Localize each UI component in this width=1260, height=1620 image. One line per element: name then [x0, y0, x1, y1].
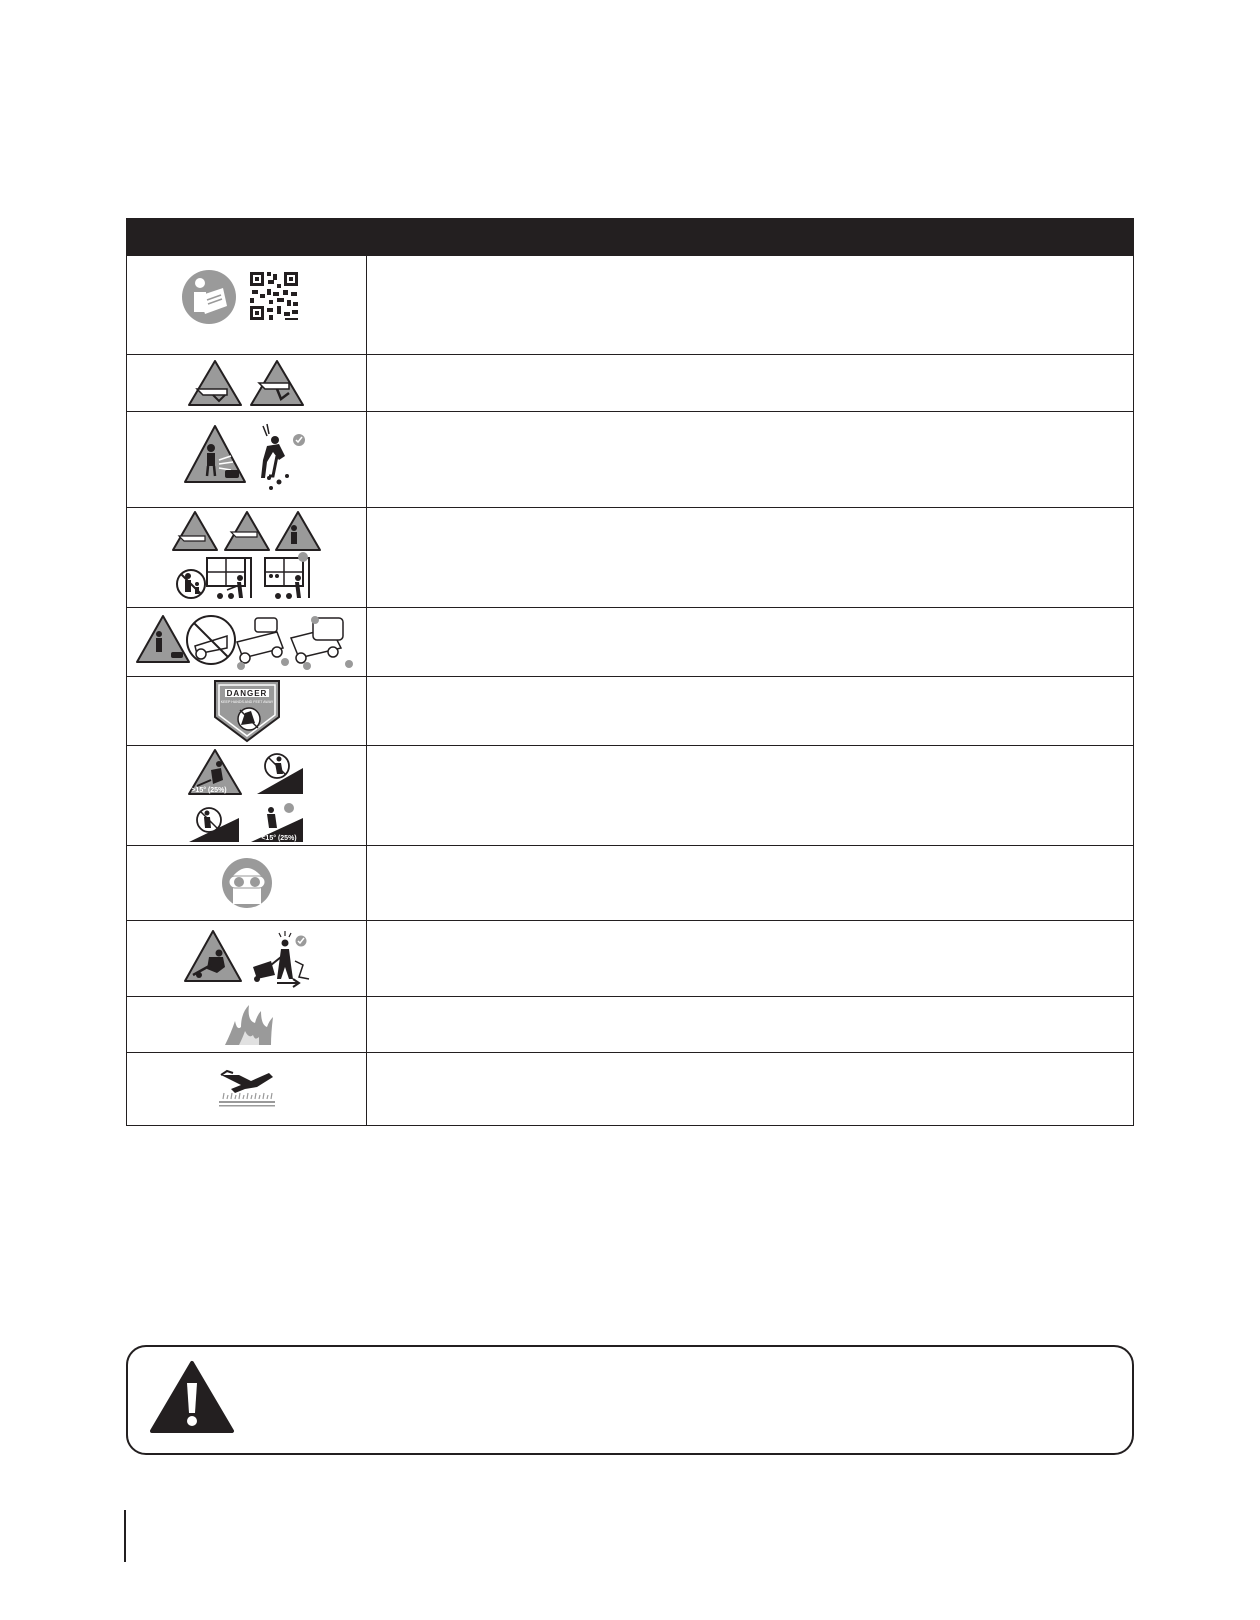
table-row: [127, 256, 1133, 355]
table-row: [127, 412, 1133, 508]
clear-debris-icon: [261, 424, 305, 490]
icon-cell: [127, 608, 367, 676]
danger-decal-icon: [215, 681, 279, 741]
icon-cell: [127, 256, 367, 354]
description-cell: [367, 997, 1133, 1052]
description-cell: [367, 677, 1133, 745]
icon-cell: [127, 997, 367, 1052]
description-cell: [367, 355, 1133, 411]
slope-ok-icon: [251, 803, 303, 842]
blade-warning-icon: [225, 512, 269, 550]
qr-code-icon: [249, 271, 299, 321]
description-cell: [367, 412, 1133, 507]
table-row: [127, 846, 1133, 921]
icon-cell: [127, 846, 367, 920]
description-cell: [367, 1053, 1133, 1125]
description-cell: [367, 846, 1133, 920]
icon-cell: [127, 746, 367, 845]
icon-cell: [127, 412, 367, 507]
table-header: [126, 218, 1134, 256]
decal-danger-word: DANGER: [226, 689, 268, 698]
fire-icon: [225, 1005, 273, 1045]
icon-cell: [127, 355, 367, 411]
slope-steep-label: >15° (25%): [191, 787, 227, 794]
safety-symbols-table: [126, 218, 1134, 1134]
blade-warning-icon: [189, 361, 241, 405]
pull-back-check-icon: [253, 931, 309, 987]
read-manual-icon: [182, 270, 236, 324]
thrown-objects-warning-icon: [137, 616, 189, 662]
description-cell: [367, 508, 1133, 607]
table-row: [127, 608, 1133, 677]
description-cell: [367, 256, 1133, 354]
warning-callout-text: [258, 1367, 1112, 1433]
icon-cell: [127, 677, 367, 745]
blade-warning-icon: [251, 361, 303, 405]
table-row: [127, 508, 1133, 608]
keep-bystanders-away-icon: [207, 552, 309, 599]
page-margin-rule: [124, 1510, 126, 1562]
table-row: [127, 921, 1133, 997]
slope-gentle-label: <15° (25%): [261, 835, 297, 842]
description-cell: [367, 921, 1133, 996]
thrown-objects-warning-icon: [185, 426, 245, 482]
slip-warning-icon: [185, 931, 241, 981]
table-row: [127, 997, 1133, 1053]
eye-protection-icon: [222, 858, 272, 908]
no-children-icon: [177, 570, 205, 598]
no-slope-mowing-icon: [257, 754, 303, 794]
table-row: [127, 1053, 1133, 1125]
no-slope-mowing-icon: [189, 808, 239, 842]
bag-installed-icon: [291, 616, 353, 670]
blade-warning-icon: [173, 512, 217, 550]
description-cell: [367, 608, 1133, 676]
warning-callout-box: [126, 1345, 1134, 1455]
table-row: [127, 677, 1133, 746]
thrown-objects-warning-icon: [276, 512, 320, 550]
decal-danger-line: KEEP HANDS AND FEET AWAY: [220, 700, 274, 704]
table-row: [127, 355, 1133, 412]
warning-triangle-icon: [148, 1359, 236, 1437]
table-row: [127, 746, 1133, 846]
hot-surface-icon: [219, 1071, 275, 1107]
icon-cell: [127, 921, 367, 996]
icon-cell: [127, 1053, 367, 1125]
description-cell: [367, 746, 1133, 845]
table-body: [126, 256, 1134, 1126]
no-operation-without-guards-icon: [187, 616, 235, 664]
guard-installed-icon: [237, 618, 289, 670]
slope-warning-icon: [189, 750, 241, 794]
icon-cell: [127, 508, 367, 607]
